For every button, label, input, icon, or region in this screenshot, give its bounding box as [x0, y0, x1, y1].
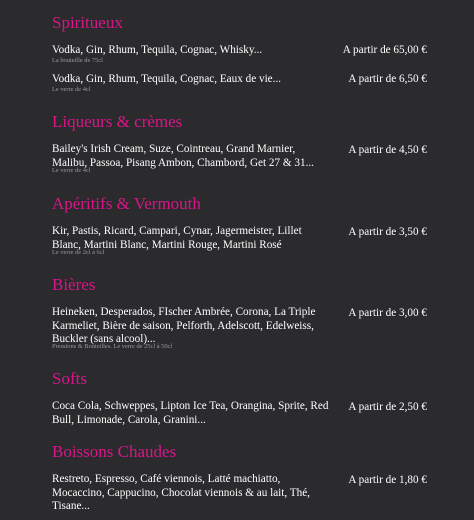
section-title: Spiritueux	[52, 13, 123, 32]
item-price: A partir de 3,00 €	[348, 307, 427, 319]
item-name: Bailey's Irish Cream, Suze, Cointreau, Grand Marnier, Malibu, Passoa, Pisang Ambon, Chambord, Get 27 & 31...	[52, 143, 314, 169]
section-title: Softs	[52, 369, 87, 388]
item-name: Kir, Pastis, Ricard, Campari, Cynar, Jagermeister, Lillet Blanc, Martini Blanc, Martini Rouge, Martini Rosé	[52, 225, 302, 251]
section-title: Boissons Chaudes	[52, 442, 177, 461]
section-title: Liqueurs & crèmes	[52, 112, 183, 131]
item-price: A partir de 4,50 €	[348, 144, 427, 156]
item-name: Coca Cola, Schweppes, Lipton Ice Tea, Orangina, Sprite, Red Bull, Limonade, Carola, Granini...	[52, 400, 329, 426]
section-title: Bières	[52, 275, 96, 294]
item-price: A partir de 65,00 €	[342, 44, 427, 56]
item-price: A partir de 2,50 €	[348, 401, 427, 413]
item-price: A partir de 6,50 €	[348, 73, 427, 85]
item-note: La bouteille de 75cl	[52, 57, 103, 64]
item-note: Le verre de 4cl	[52, 167, 91, 174]
section-title: Apéritifs & Vermouth	[52, 194, 201, 213]
item-note: Pressions & Bouteilles. Le verre de 25cl à 50cl	[52, 343, 173, 350]
item-name: Restreto, Espresso, Café viennois, Latté machiatto, Mocaccino, Cappucino, Chocolat viennois & au lait, Thé, Tisane...	[52, 473, 310, 512]
item-name: Vodka, Gin, Rhum, Tequila, Cognac, Eaux de vie...	[52, 73, 282, 85]
item-name: Heineken, Desperados, FIscher Ambrée, Corona, La Triple Karmeliet, Bière de saison, Pelforth, Adelscott, Edelweiss, Buckler (sans alcool)...	[52, 306, 316, 345]
item-price: A partir de 3,50 €	[348, 226, 427, 238]
item-name: Vodka, Gin, Rhum, Tequila, Cognac, Whisky...	[52, 44, 263, 56]
item-price: A partir de 1,80 €	[348, 474, 427, 486]
item-note: Le verre de 2cl à 6cl	[52, 249, 105, 256]
item-note: Le verre de 4cl	[52, 86, 91, 93]
